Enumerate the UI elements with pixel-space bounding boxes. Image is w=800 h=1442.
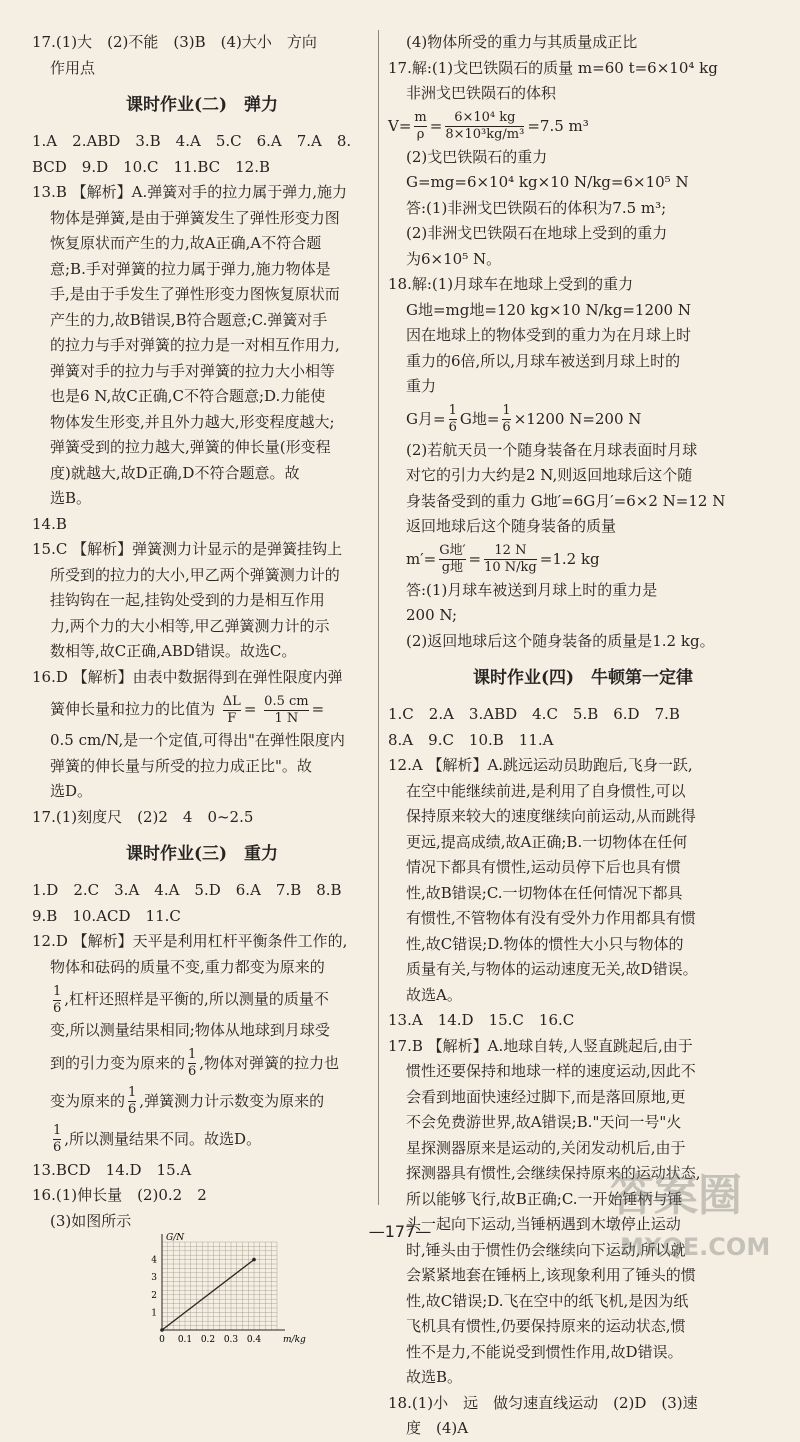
fraction	[439, 543, 465, 576]
explanation-line: 时,锤头由于惯性仍会继续向下运动,所以就	[406, 1240, 686, 1259]
explanation-line: 质量有关,与物体的运动速度无关,故D错误。	[406, 960, 698, 978]
explanation-line: 变,所以测量结果相同;物体从地球到月球受	[50, 1021, 330, 1039]
answer-line: 作用点	[50, 58, 96, 77]
explanation-line: 有惯性,不管物体有没有受外力作用都具有惯	[406, 909, 696, 927]
formula-text: ,所以测量结果不同。故选D。	[64, 1129, 262, 1148]
solution-line: (2)返回地球后这个随身装备的质量是1.2 kg。	[406, 631, 715, 650]
explanation-line: 物体和砝码的质量不变,重力都变为原来的	[50, 957, 325, 976]
explanation-formula-line	[32, 1044, 372, 1082]
solution-line: 对它的引力大约是2 N,则返回地球后这个随	[406, 466, 693, 484]
explanation-line: 的拉力与手对弹簧的拉力是一对相互作用力,	[50, 336, 340, 354]
formula-text: ,物体对弹簧的拉力也	[199, 1053, 340, 1072]
answer-line: (4)物体所受的重力与其质量成正比	[406, 33, 638, 51]
explanation-line: 数相等,故C正确,ABD错误。故选C。	[50, 642, 297, 660]
answer-line: 17.(1)刻度尺 (2)2 4 0~2.5	[32, 807, 254, 826]
solution-line: 重力的6倍,所以,月球车被送到月球上时的	[406, 351, 681, 370]
y-axis-label: G/N	[166, 1233, 185, 1243]
explanation-line: 星探测器原来是运动的,关闭发动机后,由于	[406, 1138, 686, 1157]
watermark-text: 答案圈	[610, 1170, 742, 1221]
solution-formula-line: V= $\frac{m}{\rho}$ = $\frac{\text{6×10⁴ kg}}{\text{8×10³kg/m³}}$ =7.5 m³	[388, 110, 589, 142]
explanation-line: 会看到地面快速经过脚下,而是落回原地,更	[406, 1087, 686, 1106]
left-column	[32, 30, 372, 1349]
formula-text: =1.2 kg	[539, 549, 600, 568]
answer-line: 9.B 10.ACD 11.C	[32, 906, 181, 925]
fraction	[484, 543, 537, 576]
section-heading: 课时作业(二) 弹力	[125, 95, 279, 115]
solution-line: 为6×10⁵ N。	[406, 249, 502, 268]
gravity-mass-chart	[32, 1233, 306, 1349]
explanation-formula-line	[32, 980, 372, 1018]
fraction-denominator: 6	[448, 420, 457, 435]
watermark-logo	[600, 1150, 790, 1270]
fraction	[264, 694, 308, 727]
fraction-denominator: 6	[502, 420, 511, 435]
solution-line: 17.解:(1)戈巴铁陨石的质量 m=60 t=6×10⁴ kg	[388, 58, 718, 77]
data-point	[160, 1328, 164, 1332]
explanation-line: 保持原来较大的速度继续向前运动,从而跳得	[406, 807, 696, 825]
explanation-line: 0.5 cm/N,是一个定值,可得出"在弹性限度内	[50, 731, 345, 749]
answer-line: 13.A 14.D 15.C 16.C	[388, 1011, 575, 1029]
answer-line: 度 (4)A	[406, 1419, 469, 1437]
formula-text: ,杠杆还照样是平衡的,所以测量的质量不	[64, 990, 329, 1008]
fraction-numerator: G地′	[439, 543, 466, 558]
formula-text: ×1200 N=200 N	[513, 409, 642, 428]
solution-line: 200 N;	[406, 606, 458, 624]
explanation-line: 会紧紧地套在锤柄上,该现象利用了锤头的惯	[406, 1266, 696, 1284]
formula-text: G月=	[406, 409, 446, 428]
answer-line: 1.A 2.ABD 3.B 4.A 5.C 6.A 7.A 8.	[32, 132, 352, 150]
explanation-line: 16.D 【解析】由表中数据得到在弹性限度内弹	[32, 667, 343, 686]
y-tick-label: 2	[151, 1290, 157, 1301]
explanation-formula-line	[32, 1082, 372, 1120]
explanation-line: 探测器具有惯性,会继续保持原来的运动状态,	[406, 1164, 701, 1182]
explanation-line: 力,两个力的大小相等,甲乙弹簧测力计的示	[50, 616, 330, 635]
explanation-line: 头一起向下运动,当锤柄遇到木墩停止运动	[406, 1215, 681, 1233]
fraction-denominator: 8×10³kg/m³	[445, 127, 525, 142]
explanation-line: 选D。	[50, 782, 93, 800]
fraction	[53, 984, 61, 1017]
explanation-formula-line	[32, 1120, 372, 1158]
explanation-line: 故选A。	[406, 985, 462, 1004]
fraction-numerator: 1	[53, 1123, 62, 1138]
fraction	[449, 403, 457, 436]
explanation-line: 手,是由于手发生了弹性形变力图恢复原状而	[50, 285, 340, 303]
answer-line: 16.(1)伸长量 (2)0.2 2	[32, 1186, 207, 1204]
explanation-line: 物体是弹簧,是由于弹簧发生了弹性形变力图	[50, 208, 340, 227]
fraction-denominator: 1 N	[264, 710, 308, 727]
explanation-line: 性,故C错误;D.物体的惯性大小只与物体的	[406, 934, 684, 953]
solution-line: 重力	[406, 377, 437, 395]
fraction-denominator: 6	[53, 1000, 62, 1016]
answer-line: 17.(1)大 (2)不能 (3)B (4)大小 方向	[32, 33, 317, 51]
solution-line: G=mg=6×10⁴ kg×10 N/kg=6×10⁵ N	[406, 173, 689, 191]
answer-line: 13.BCD 14.D 15.A	[32, 1160, 192, 1179]
explanation-line: 意;B.手对弹簧的拉力属于弹力,施力物体是	[50, 259, 331, 278]
answer-line: 1.D 2.C 3.A 4.A 5.D 6.A 7.B 8.B	[32, 881, 342, 899]
formula-text: m′=	[406, 549, 437, 568]
solution-line: 18.解:(1)月球车在地球上受到的重力	[388, 275, 634, 293]
solution-line: 答:(1)非洲戈巴铁陨石的体积为7.5 m³;	[406, 198, 667, 217]
explanation-line: 选B。	[50, 489, 92, 507]
fraction-denominator: 6	[53, 1140, 62, 1155]
fraction	[128, 1085, 136, 1118]
fraction	[414, 110, 426, 143]
explanation-line: 弹簧受到的拉力越大,弹簧的伸长量(形变程	[50, 438, 331, 456]
fraction-numerator: 1	[128, 1085, 137, 1100]
explanation-line: 性,故C错误;D.飞在空中的纸飞机,是因为纸	[406, 1291, 689, 1310]
formula-text: 簧伸长量和拉力的比值为	[50, 700, 216, 718]
explanation-line: 更远,提高成绩,故A正确;B.一切物体在任何	[406, 832, 688, 851]
explanation-line: 产生的力,故B错误,B符合题意;C.弹簧对手	[50, 310, 328, 329]
formula-text: 变为原来的	[50, 1091, 126, 1110]
explanation-line: 物体发生形变,并且外力越大,形变程度越大;	[50, 412, 335, 431]
solution-line: 身装备受到的重力 G地′=6G月′=6×2 N=12 N	[406, 491, 726, 510]
fraction-numerator: 1	[502, 403, 511, 418]
explanation-line: 恢复原状而产生的力,故A正确,A不符合题	[50, 234, 322, 252]
explanation-line: 性不是力,不能说受到惯性作用,故D错误。	[406, 1342, 683, 1361]
fraction-denominator: 6	[128, 1102, 137, 1117]
explanation-line: 13.B 【解析】A.弹簧对手的拉力属于弹力,施力	[32, 183, 348, 201]
explanation-formula-line: 簧伸长量和拉力的比值为 $\frac{\Delta L}{F}$ = $\frac{0.5 cm}{1 N}$ =	[50, 693, 325, 726]
fraction-denominator: 10 N/kg	[484, 560, 537, 575]
explanation-line: 17.B 【解析】A.地球自转,人竖直跳起后,由于	[388, 1036, 693, 1055]
fraction-numerator: 1	[53, 983, 62, 999]
explanation-line: 飞机具有惯性,仍要保持原来的运动状态,惯	[406, 1317, 686, 1335]
fraction-numerator: 12 N	[494, 543, 527, 558]
explanation-line: 故选B。	[406, 1368, 463, 1386]
answer-line: BCD 9.D 10.C 11.BC 12.B	[32, 157, 270, 176]
fraction-numerator: ΔL	[222, 693, 241, 709]
explanation-line: 也是6 N,故C正确,C不符合题意;D.力能使	[50, 387, 326, 405]
solution-line: G地=mg地=120 kg×10 N/kg=1200 N	[406, 300, 691, 319]
answer-line: (3)如图所示	[50, 1211, 132, 1230]
y-tick-label: 3	[151, 1273, 157, 1284]
solution-line: 返回地球后这个随身装备的质量	[406, 517, 617, 535]
explanation-line: 惯性还要保持和地球一样的速度运动,因此不	[406, 1062, 696, 1080]
explanation-line: 所受到的拉力的大小,甲乙两个弹簧测力计的	[50, 565, 340, 584]
formula-text: V=	[388, 116, 412, 135]
solution-formula-line: m′= $\frac{\text{G地′}}{\text{g地}}$ = $\frac{12 N}{10 N/kg}$ =1.2 kg	[406, 543, 600, 575]
fraction-denominator: 6	[188, 1064, 197, 1079]
answer-line: 8.A 9.C 10.B 11.A	[388, 730, 554, 749]
watermark-url: MXQE.COM	[620, 1233, 771, 1261]
fraction-numerator: 1	[188, 1047, 197, 1062]
formula-text: ,弹簧测力计示数变为原来的	[139, 1091, 325, 1110]
answer-line: 14.B	[32, 514, 67, 533]
explanation-line: 12.D 【解析】天平是利用杠杆平衡条件工作的,	[32, 932, 348, 950]
fraction-numerator: 1	[448, 403, 457, 418]
fraction	[445, 110, 524, 143]
solution-line: (2)戈巴铁陨石的重力	[406, 147, 548, 166]
fraction	[53, 1123, 61, 1156]
explanation-line: 所以能够飞行,故B正确;C.一开始锤柄与锤	[406, 1189, 683, 1208]
x-tick-label: 0.3	[223, 1335, 239, 1345]
explanation-line: 弹簧对手的拉力与手对弹簧的拉力大小相等	[50, 361, 336, 380]
x-tick-label: 0.4	[246, 1335, 262, 1345]
answer-line: 18.(1)小 远 做匀速直线运动 (2)D (3)速	[388, 1393, 698, 1412]
explanation-line: 情况下都具有惯性,运动员停下后也具有惯	[406, 858, 681, 876]
y-tick-label: 4	[151, 1255, 157, 1266]
section-heading: 课时作业(三) 重力	[125, 844, 279, 864]
explanation-line: 挂钩钩在一起,挂钩处受到的力是相互作用	[50, 591, 325, 609]
explanation-line: 12.A 【解析】A.跳远运动员助跑后,飞身一跃,	[388, 756, 693, 774]
solution-line: 因在地球上的物体受到的重力为在月球上时	[406, 326, 692, 344]
explanation-line: 性,故B错误;C.一切物体在任何情况下都具	[406, 883, 683, 902]
solution-line: 答:(1)月球车被送到月球上时的重力是	[406, 580, 658, 599]
y-tick-label: 1	[151, 1308, 157, 1319]
data-point	[252, 1258, 256, 1262]
x-tick-label: 0	[159, 1335, 165, 1345]
explanation-line: 15.C 【解析】弹簧测力计显示的是弹簧挂钩上	[32, 540, 343, 558]
fraction	[223, 694, 241, 727]
solution-line: (2)非洲戈巴铁陨石在地球上受到的重力	[406, 224, 668, 242]
explanation-line: 度)就越大,故D正确,D不符合题意。故	[50, 463, 300, 482]
formula-text: 到的引力变为原来的	[50, 1053, 186, 1072]
fraction-numerator: m	[414, 110, 427, 125]
fraction	[502, 403, 510, 436]
solution-formula-line	[388, 400, 778, 438]
fraction-denominator: F	[223, 710, 241, 727]
answer-line: 1.C 2.A 3.ABD 4.C 5.B 6.D 7.B	[388, 705, 680, 723]
fraction-denominator: ρ	[414, 126, 426, 143]
fraction	[188, 1047, 196, 1080]
section-heading: 课时作业(四) 牛顿第一定律	[472, 668, 694, 688]
fraction-denominator: g地	[439, 559, 465, 576]
solution-line: (2)若航天员一个随身装备在月球表面时月球	[406, 440, 698, 459]
column-divider	[378, 30, 379, 1205]
explanation-line: 不会免费游世界,故A错误;B."天问一号"火	[406, 1113, 682, 1131]
x-axis-label: m/kg	[283, 1335, 306, 1345]
formula-text: =7.5 m³	[527, 116, 589, 135]
explanation-line: 在空中能继续前进,是利用了自身惯性,可以	[406, 781, 686, 800]
x-tick-label: 0.1	[177, 1335, 193, 1345]
fraction-numerator: 0.5 cm	[264, 693, 309, 709]
x-tick-label: 0.2	[200, 1335, 216, 1345]
solution-line: 非洲戈巴铁陨石的体积	[406, 84, 557, 102]
explanation-line: 弹簧的伸长量与所受的拉力成正比"。故	[50, 756, 312, 775]
formula-text: G地=	[459, 409, 500, 428]
fraction-numerator: 6×10⁴ kg	[454, 110, 516, 125]
page-number: —177—	[368, 1222, 432, 1241]
